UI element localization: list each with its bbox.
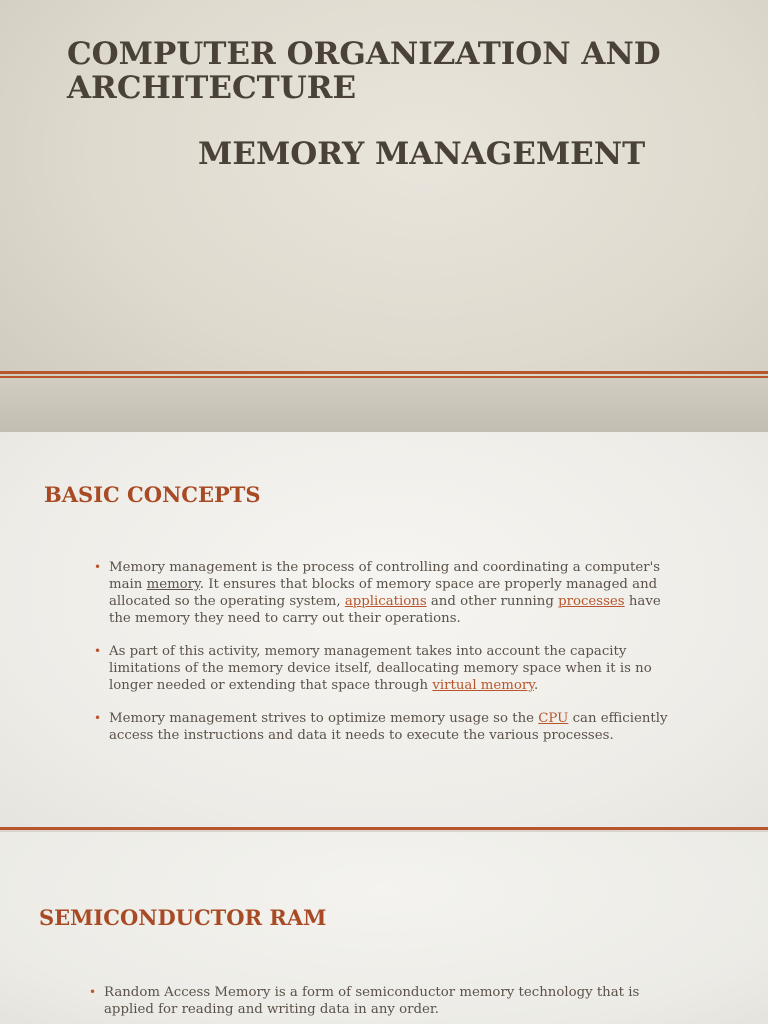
bullet-text: . It ensures that blocks of memory space are properly managed and allocated so the operating system, (109, 577, 658, 609)
bullet-item (94, 559, 684, 627)
bullet-text: . (534, 678, 539, 693)
bullet-text: Memory management is the process of controlling and coordinating a computer's main (109, 560, 661, 592)
memory-term: memory (146, 577, 200, 592)
bullet-list (89, 984, 679, 1024)
bullet-text: have the memory they need to carry out their operations. (109, 594, 661, 626)
bullet-icon: • (89, 985, 97, 999)
bullet-text: and other running (426, 594, 559, 609)
accent-rule-top (0, 371, 768, 374)
bullet-item (89, 984, 679, 1018)
section-heading-semiconductor-ram: SEMICONDUCTOR RAM (39, 905, 327, 930)
slide-divider-rule (0, 827, 768, 830)
section-heading-basic-concepts: BASIC CONCEPTS (44, 482, 261, 507)
bullet-item (94, 643, 684, 694)
bullet-text: Random Access Memory is a form of semiconductor memory technology that is applied for reading and writing data in any order. (104, 985, 640, 1017)
title-slide (0, 0, 768, 432)
bullet-text: As part of this activity, memory management takes into account the capacity limitations of the memory device itself, deallocating memory space when it is no longer needed or extending that space through (109, 644, 652, 693)
bullet-list (94, 559, 684, 760)
deck-subtitle: MEMORY MANAGEMENT (198, 136, 646, 172)
applications-link[interactable]: applications (344, 594, 427, 609)
semiconductor-ram-slide (0, 832, 768, 1024)
title-slide-footer-band (0, 378, 768, 432)
virtual-memory-link[interactable]: virtual memory (432, 678, 534, 693)
deck-title: COMPUTER ORGANIZATION AND ARCHITECTURE (67, 36, 661, 106)
accent-rule-bottom (0, 376, 768, 378)
basic-concepts-slide (0, 432, 768, 829)
bullet-icon: • (94, 644, 102, 658)
bullet-icon: • (94, 560, 102, 574)
bullet-item (94, 710, 684, 744)
cpu-link[interactable]: CPU (538, 711, 569, 726)
bullet-icon: • (94, 711, 102, 725)
processes-link[interactable]: processes (558, 594, 625, 609)
bullet-text: Memory management strives to optimize memory usage so the (109, 711, 539, 726)
bullet-text: can efficiently access the instructions and data it needs to execute the various processes. (109, 711, 668, 743)
